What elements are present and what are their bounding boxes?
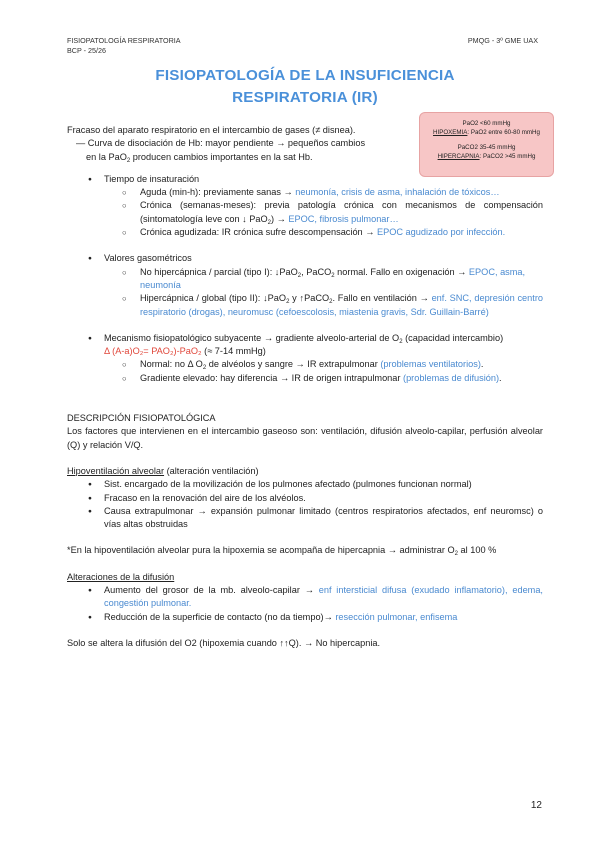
intro-dash-b2: producen cambios importantes en la sat Hb. <box>130 151 313 162</box>
page-title <box>60 65 550 109</box>
normal-end: . <box>480 359 484 370</box>
tipo1-a: No hipercápnica / parcial (tipo I): ↓PaO <box>140 266 298 277</box>
mecanismo-normal <box>67 358 543 371</box>
hipercapnia-label: HIPERCAPNIA <box>437 152 480 160</box>
gaso-tipo2 <box>67 292 543 319</box>
hipovent-list <box>67 478 543 531</box>
difusion-item-2-examples: resección pulmonar, enfisema <box>335 611 458 622</box>
title-line-2: RESPIRATORIA (IR) <box>232 89 378 106</box>
tiempo-list <box>67 173 543 239</box>
difusion-heading: Alteraciones de la difusión <box>67 571 175 582</box>
hipovent-heading-rest: (alteración ventilación) <box>164 465 259 476</box>
tipo1-c: normal. Fallo en oxigenación → <box>334 266 469 277</box>
title-line-1: FISIOPATOLOGÍA DE LA INSUFICIENCIA <box>155 67 455 84</box>
tiempo-agudizada <box>67 226 543 239</box>
hipercapnia-text: : PaCO2 >45 mmHg <box>479 152 536 160</box>
tipo2-sub1: 2 <box>286 299 290 306</box>
descripcion-heading: DESCRIPCIÓN FISIOPATOLÓGICA <box>67 413 216 424</box>
elevado-note: (problemas de difusión) <box>403 372 500 383</box>
hipovent-heading <box>67 465 543 478</box>
difusion-item-2-text: Reducción de la superficie de contacto (no da tiempo)→ <box>104 611 336 622</box>
cronica-examples: EPOC, fibrosis pulmonar… <box>288 213 399 224</box>
header-course: FISIOPATOLOGÍA RESPIRATORIA <box>67 36 181 45</box>
tipo2-a: Hipercápnica / global (tipo II): ↓PaO <box>140 293 287 304</box>
elevado-end: . <box>499 372 502 383</box>
hipovent-heading-u: Hipoventilación alveolar <box>67 465 165 476</box>
hipovent-note <box>67 544 543 557</box>
tiempo-heading: ● Tiempo de insaturación <box>67 173 543 186</box>
difusion-item-1 <box>67 584 543 611</box>
aguda-examples: neumonía, crisis de asma, inhalación de tóxicos… <box>295 187 500 198</box>
gradient-range: (≈ 7-14 mmHg) <box>201 346 266 357</box>
mecanismo-b: (capacidad intercambio) <box>402 332 504 343</box>
agudizada-examples: EPOC agudizado por infección. <box>376 227 506 238</box>
intro-dash-a: — Curva de disociación de Hb: mayor pendiente → pequeños cambios <box>76 138 366 149</box>
intro-dash-b1: en la PaO <box>86 151 127 162</box>
intro-dash-note <box>67 137 543 164</box>
page-number: 12 <box>530 800 542 811</box>
hipovent-note-a: *En la hipoventilación alveolar pura la hipoxemia se acompaña de hipercapnia → administrar O <box>67 545 455 556</box>
hipoxemia-text: : PaO2 entre 60-80 mmHg <box>467 128 540 136</box>
normal-b: de alvéolos y sangre → IR extrapulmonar <box>206 359 381 370</box>
cronica-sub: 2 <box>267 219 272 226</box>
normal-sub: 2 <box>202 365 207 372</box>
tipo2-examples: enf. SNC, depresión centro respiratorio (drogas), neuromusc (cefoescolosis, miastenia gravis, Sdr. Guillain-Barré) <box>140 293 543 317</box>
tipo1-sub1: 2 <box>297 272 302 279</box>
gradient-formula: Δ (A-a)O₂= PAO₂)-PaO₂ <box>104 346 202 357</box>
mecanismo-sub: 2 <box>399 338 403 345</box>
hipovent-note-b: al 100 % <box>457 545 497 556</box>
difusion-item-1-examples: enf intersticial difusa (exudado inflamatorio), edema, congestión pulmonar. <box>104 585 543 609</box>
mecanismo-list <box>67 332 543 385</box>
cronica-text: Crónica (semanas-meses): previa patología crónica con mecanismos de compensación (sintomatología leve con ↓ PaO <box>140 200 543 224</box>
hipovent-item-1: ● Sist. encargado de la movilización de los pulmones afectado (pulmones funcionan normal) <box>67 478 543 491</box>
hipovent-note-sub: 2 <box>454 551 458 558</box>
hipoxemia-label: HIPOXEMIA <box>433 128 468 136</box>
running-header-left <box>67 36 181 55</box>
mecanismo-main <box>67 332 543 359</box>
intro-definition: Fracaso del aparato respiratorio en el intercambio de gases (≠ disnea). <box>67 125 356 135</box>
note-paco2: PaCO2 35-45 mmHg <box>457 144 516 152</box>
tipo1-examples: EPOC, asma, neumonía <box>140 266 526 290</box>
gaso-heading: ● Valores gasométricos <box>67 252 543 265</box>
tiempo-aguda <box>67 186 543 199</box>
tiempo-cronica <box>67 199 543 226</box>
gasometricos-list <box>67 252 543 318</box>
mecanismo-elevado <box>67 372 543 385</box>
tipo2-sub2: 2 <box>329 299 333 306</box>
cronica-text-2: ) → <box>271 213 289 224</box>
tipo2-c: . Fallo en ventilación → <box>332 293 432 304</box>
note-pao2: PaO2 <60 mmHg <box>462 120 511 127</box>
difusion-item-2 <box>67 611 543 624</box>
difusion-item-1-text: Aumento del grosor de la mb. alveolo-capilar → <box>104 585 319 596</box>
hipovent-item-2: ● Fracaso en la renovación del aire de los alvéolos. <box>67 492 543 505</box>
gaso-tipo1 <box>67 266 543 293</box>
document-body <box>67 124 543 650</box>
normal-a: Normal: no Δ O <box>140 359 203 370</box>
elevado-text: Gradiente elevado: hay diferencia → IR de origen intrapulmonar <box>140 372 404 383</box>
mecanismo-a: Mecanismo fisiopatológico subyacente → gradiente alveolo-arterial de O <box>104 332 400 343</box>
normal-note: (problemas ventilatorios) <box>380 359 481 370</box>
agudizada-text: Crónica agudizada: IR crónica sufre descompensación → <box>140 227 377 238</box>
aguda-text: Aguda (min-h): previamente sanas → <box>140 187 296 198</box>
tipo2-b: y ↑PaCO <box>289 293 330 304</box>
tipo1-sub2: 2 <box>331 272 335 279</box>
descripcion-text: Los factores que intervienen en el intercambio gaseoso son: ventilación, difusión alveolo-capilar, perfusión alveolar (Q) y relación V/Q. <box>67 426 543 450</box>
intro-dash-sub: 2 <box>126 157 131 164</box>
difusion-conclusion: Solo se altera la difusión del O2 (hipoxemia cuando ↑↑Q). → No hipercapnia. <box>67 637 381 648</box>
hipovent-item-3: ● Causa extrapulmonar → expansión pulmonar limitado (centros respiratorios afectados, enf neuromsc) o vías altas obstruidas <box>67 505 543 532</box>
difusion-list <box>67 584 543 624</box>
header-year: BCP - 25/26 <box>67 45 107 55</box>
tipo1-b: , PaCO <box>301 266 332 277</box>
header-author: PMQG - 3º GME UAX <box>467 36 538 45</box>
